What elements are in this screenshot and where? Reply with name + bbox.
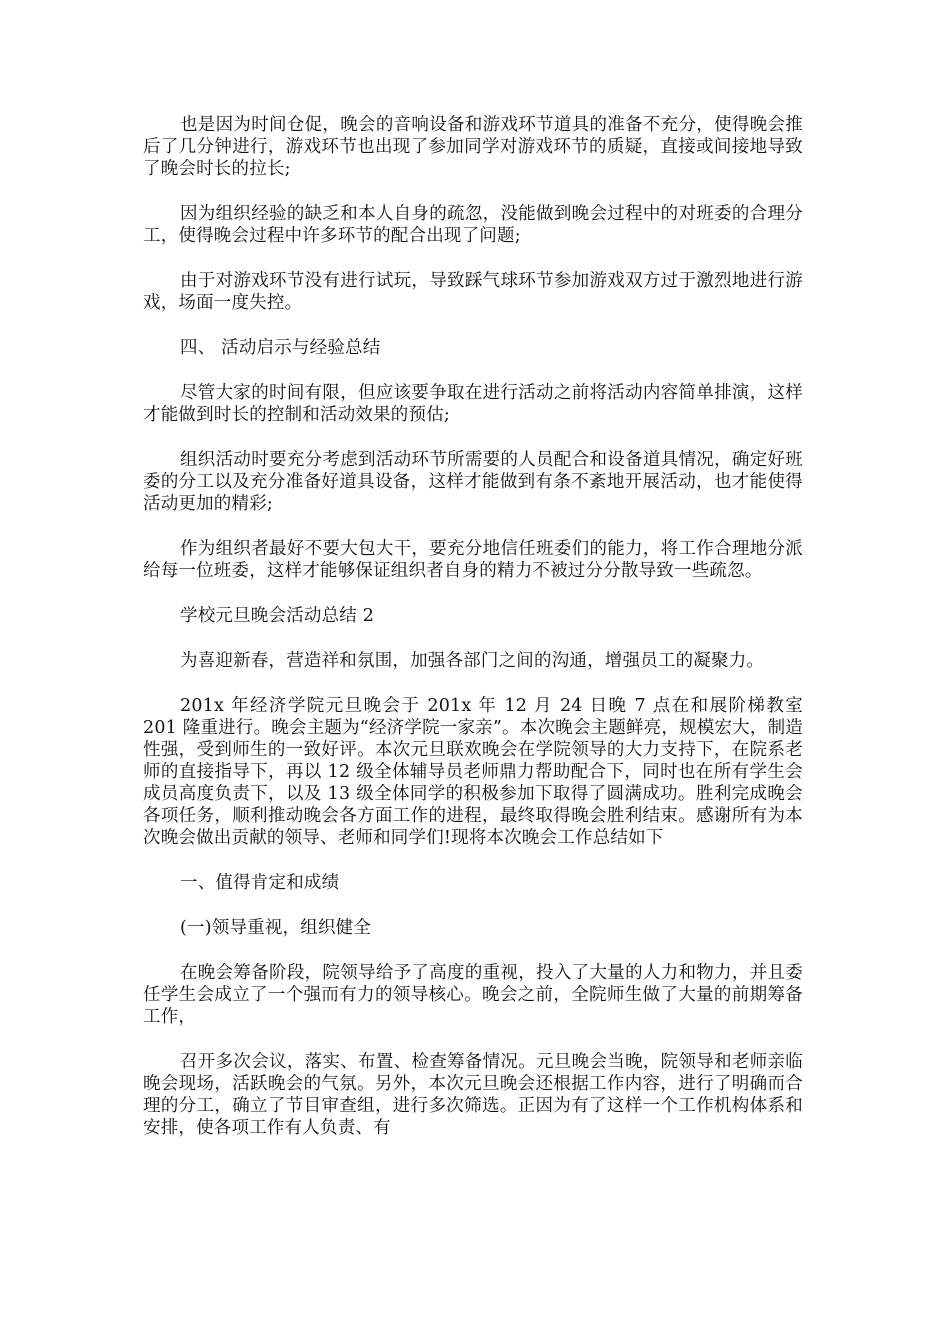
paragraph: 因为组织经验的缺乏和本人自身的疏忽，没能做到晚会过程中的对班委的合理分工，使得晚会过程中许多环节的配合出现了问题; — [143, 204, 803, 246]
section-heading: 四、 活动启示与经验总结 — [180, 338, 381, 358]
paragraph: 为喜迎新春，营造祥和氛围，加强各部门之间的沟通，增强员工的凝聚力。 — [180, 651, 765, 671]
subsection-heading: (一)领导重视，组织健全 — [180, 918, 372, 938]
paragraph: 由于对游戏环节没有进行试玩，导致踩气球环节参加游戏双方过于激烈地进行游戏，场面一度失控。 — [143, 271, 803, 313]
paragraph: 作为组织者最好不要大包大干，要充分地信任班委们的能力，将工作合理地分派给每一位班委，这样才能够保证组织者自身的精力不被过分分散导致一些疏忽。 — [143, 539, 803, 581]
document-body — [143, 114, 803, 1162]
section-heading: 一、值得肯定和成绩 — [180, 873, 340, 893]
paragraph: 召开多次会议，落实、布置、检查筹备情况。元旦晚会当晚，院领导和老师亲临晚会现场，活跃晚会的气氛。另外，本次元旦晚会还根据工作内容，进行了明确而合理的分工，确立了节目审查组，进行多次筛选。正因为有了这样一个工作机构体系和安排，使各项工作有人负责、有 — [143, 1052, 803, 1138]
article-title: 学校元旦晚会活动总结 2 — [180, 606, 375, 626]
paragraph: 也是因为时间仓促，晚会的音响设备和游戏环节道具的准备不充分，使得晚会推后了几分钟进行，游戏环节也出现了参加同学对游戏环节的质疑，直接或间接地导致了晚会时长的拉长; — [143, 115, 803, 179]
paragraph: 组织活动时要充分考虑到活动环节所需要的人员配合和设备道具情况，确定好班委的分工以及充分准备好道具设备，这样才能做到有条不紊地开展活动，也才能使得活动更加的精彩; — [143, 450, 803, 514]
paragraph: 在晚会筹备阶段，院领导给予了高度的重视，投入了大量的人力和物力，并且委任学生会成立了一个强而有力的领导核心。晚会之前，全院师生做了大量的前期筹备工作， — [143, 963, 803, 1027]
paragraph: 尽管大家的时间有限，但应该要争取在进行活动之前将活动内容简单排演，这样才能做到时长的控制和活动效果的预估; — [143, 383, 803, 425]
paragraph: 201x 年经济学院元旦晚会于 201x 年 12 月 24 日晚 7 点在和展阶梯教室 201 隆重进行。晚会主题为“经济学院一家亲”。本次晚会主题鲜亮，规模宏大，制造性强，受到师生的一致好评。本次元旦联欢晚会在学院领导的大力支持下，在院系老师的直接指导下，再以 12 级全体辅导员老师鼎力帮助配合下，同时也在所有学生会成员高度负责下，以及 13 级全体同学的积极参加下取得了圆满成功。胜利完成晚会各项任务，顺利推动晚会各方面工作的进程，最终取得晚会胜利结束。感谢所有为本次晚会做出贡献的领导、老师和同学们!现将本次晚会工作总结如下 — [143, 696, 803, 848]
